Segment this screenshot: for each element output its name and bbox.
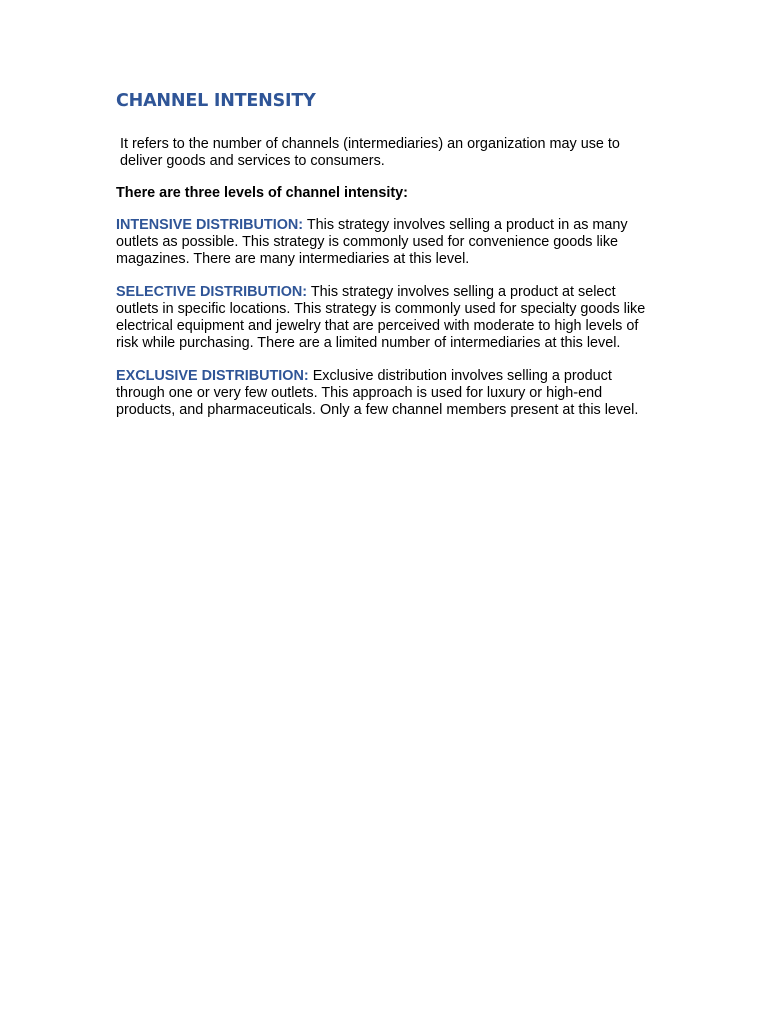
document-title: CHANNEL INTENSITY [116,91,316,111]
level-term: SELECTIVE DISTRIBUTION: [116,284,308,300]
level-description: This strategy involves selling a product at select outlets in specific locations. This strategy is commonly used for specialty goods like electrical equipment and jewelry that are perceived with moderate to high levels of risk while purchasing. There are a limited number of intermediaries at this level. [116,284,646,351]
document-page [116,88,656,435]
intro-paragraph: It refers to the number of channels (intermediaries) an organization may use to deliver goods and services to consumers. [120,136,620,169]
level-intensive-distribution [116,217,656,268]
level-term: EXCLUSIVE DISTRIBUTION: [116,368,309,384]
levels-heading: There are three levels of channel intensity: [116,185,408,201]
level-term: INTENSIVE DISTRIBUTION: [116,217,304,233]
level-exclusive-distribution [116,368,656,419]
level-selective-distribution [116,284,656,352]
level-description: Exclusive distribution involves selling a product through one or very few outlets. This approach is used for luxury or high-end products, and pharmaceuticals. Only a few channel members present at this level. [116,368,639,418]
level-description: This strategy involves selling a product in as many outlets as possible. This strategy is commonly used for convenience goods like magazines. There are many intermediaries at this level. [116,217,628,267]
